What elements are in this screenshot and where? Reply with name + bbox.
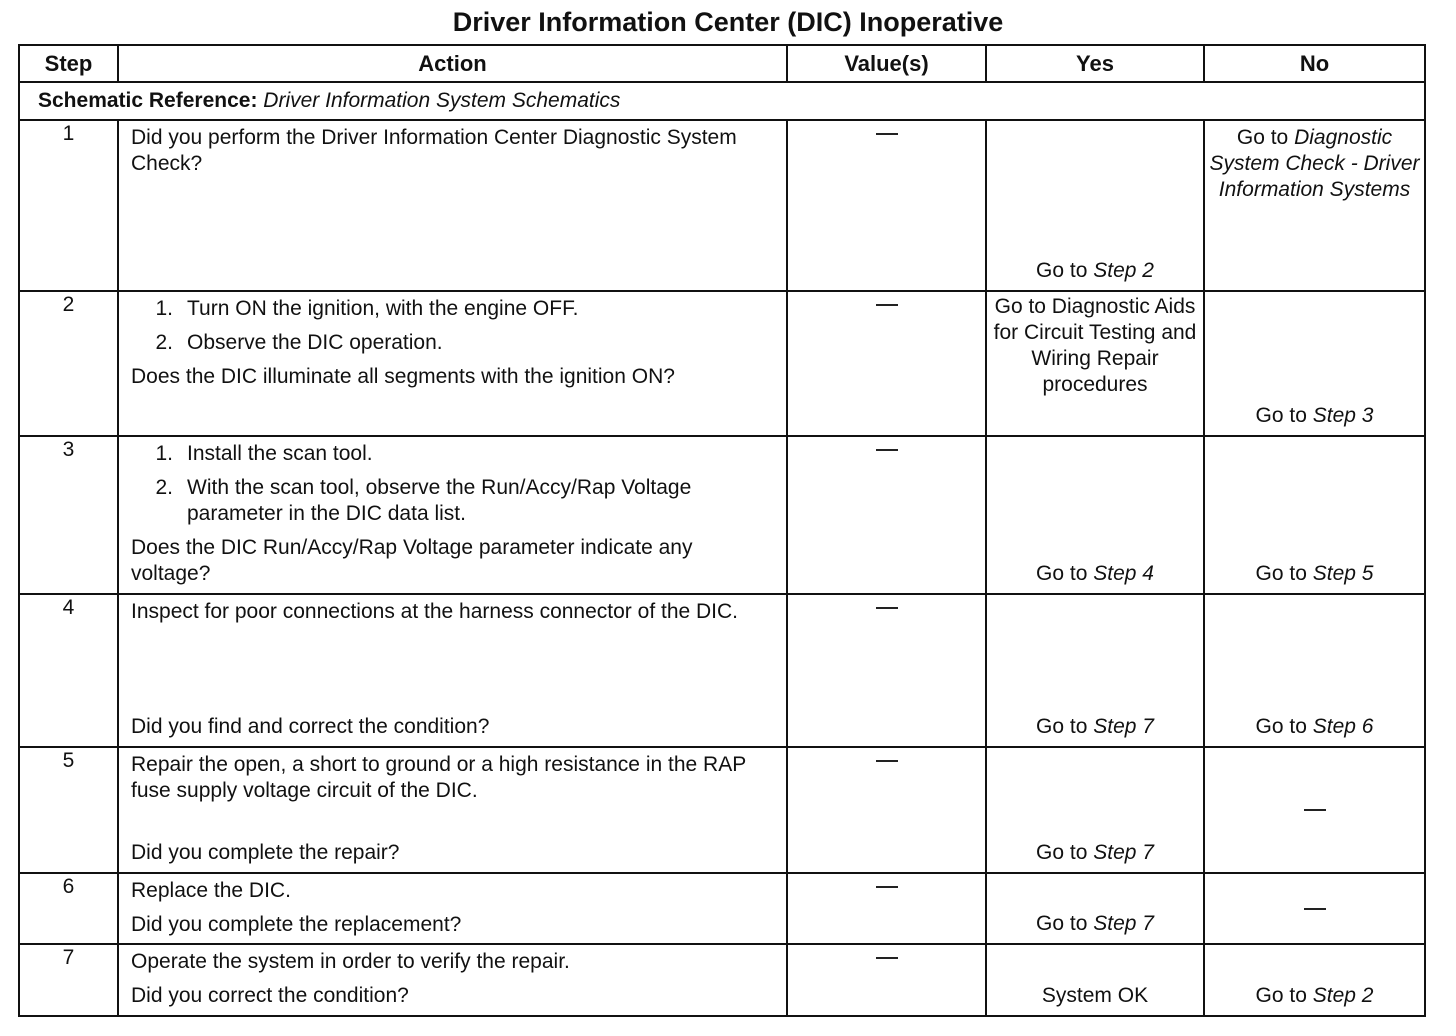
step-yes — [986, 436, 1204, 594]
step-number: 7 — [19, 944, 118, 1016]
step-no — [1204, 291, 1425, 436]
schematic-reference-link[interactable]: Driver Information System Schematics — [263, 89, 621, 112]
action-text: Inspect for poor connections at the harness connector of the DIC. — [131, 600, 739, 623]
page-title: Driver Information Center (DIC) Inoperative — [452, 7, 1004, 37]
no-link[interactable]: Diagnostic System Check - Driver Information Systems — [1209, 126, 1420, 201]
no-prefix: Go to — [1255, 404, 1307, 427]
step-no — [1204, 747, 1425, 873]
action-list-item: 2. With the scan tool, observe the Run/Accy/Rap Voltage parameter in the DIC data list. — [155, 476, 692, 525]
yes-prefix: Go to — [1036, 259, 1088, 282]
step-row-7 — [19, 944, 1425, 1016]
no-prefix: Go to — [1255, 715, 1307, 738]
step-action — [118, 120, 787, 291]
column-header-action: Action — [118, 45, 787, 82]
action-list-item: 1. Turn ON the ignition, with the engine OFF. — [155, 297, 579, 320]
schematic-reference-label: Schematic Reference: — [38, 89, 258, 112]
step-row-4 — [19, 594, 1425, 747]
action-question: Did you find and correct the condition? — [131, 715, 490, 738]
no-link[interactable]: Step 2 — [1312, 984, 1374, 1007]
step-number: 4 — [19, 594, 118, 747]
yes-link[interactable]: Step 7 — [1093, 841, 1154, 864]
action-question: Did you complete the repair? — [131, 841, 400, 864]
action-text: Operate the system in order to verify the repair. — [131, 950, 570, 973]
no-link[interactable]: Step 6 — [1312, 715, 1374, 738]
step-action — [118, 747, 787, 873]
schematic-reference-row — [19, 82, 1425, 120]
value-dash — [876, 133, 898, 135]
yes-prefix: Go to — [1036, 562, 1088, 585]
step-no — [1204, 944, 1425, 1016]
yes-link[interactable]: Step 7 — [1093, 715, 1154, 738]
schematic-reference — [19, 82, 1425, 120]
step-no — [1204, 594, 1425, 747]
step-row-3 — [19, 436, 1425, 594]
no-dash — [1304, 908, 1326, 910]
yes-link[interactable]: Step 7 — [1093, 912, 1154, 935]
yes-prefix: Go to — [1036, 912, 1088, 935]
step-row-1 — [19, 120, 1425, 291]
action-question: Does the DIC Run/Accy/Rap Voltage parameter indicate any voltage? — [131, 536, 693, 585]
step-action — [118, 873, 787, 944]
step-row-2 — [19, 291, 1425, 436]
action-question: Did you complete the replacement? — [131, 913, 462, 936]
step-value — [787, 944, 986, 1016]
action-text: Did you perform the Driver Information Center Diagnostic System Check? — [131, 126, 737, 175]
step-value — [787, 594, 986, 747]
step-number: 5 — [19, 747, 118, 873]
column-header-yes: Yes — [986, 45, 1204, 82]
yes-prefix: Go to — [1036, 715, 1088, 738]
action-question: Did you correct the condition? — [131, 984, 409, 1007]
step-value — [787, 873, 986, 944]
action-text: Repair the open, a short to ground or a high resistance in the RAP fuse supply voltage circuit of the DIC. — [131, 753, 746, 802]
step-yes — [986, 944, 1204, 1016]
step-action — [118, 436, 787, 594]
step-number: 6 — [19, 873, 118, 944]
step-action — [118, 594, 787, 747]
step-number: 1 — [19, 120, 118, 291]
action-question: Does the DIC illuminate all segments with the ignition ON? — [131, 365, 675, 388]
step-row-5 — [19, 747, 1425, 873]
yes-link[interactable]: Step 2 — [1093, 259, 1154, 282]
step-yes — [986, 291, 1204, 436]
value-dash — [876, 304, 898, 306]
step-action — [118, 944, 787, 1016]
column-header-no: No — [1204, 45, 1425, 82]
no-dash — [1304, 809, 1326, 811]
step-value — [787, 436, 986, 594]
step-yes — [986, 594, 1204, 747]
step-no — [1204, 873, 1425, 944]
value-dash — [876, 449, 898, 451]
action-text: Replace the DIC. — [131, 879, 291, 902]
column-header-values: Value(s) — [787, 45, 986, 82]
step-action — [118, 291, 787, 436]
step-value — [787, 291, 986, 436]
yes-prefix: Go to — [1036, 841, 1088, 864]
yes-text: System OK — [1041, 984, 1149, 1007]
no-prefix: Go to — [1255, 562, 1307, 585]
no-prefix: Go to — [1255, 984, 1307, 1007]
action-list-item: 1. Install the scan tool. — [155, 442, 373, 465]
value-dash — [876, 957, 898, 959]
step-yes — [986, 120, 1204, 291]
step-no — [1204, 436, 1425, 594]
yes-link[interactable]: Step 4 — [1093, 562, 1154, 585]
value-dash — [876, 607, 898, 609]
step-number: 3 — [19, 436, 118, 594]
action-list-item: 2. Observe the DIC operation. — [155, 331, 443, 354]
header-row — [19, 45, 1425, 82]
value-dash — [876, 886, 898, 888]
step-yes — [986, 747, 1204, 873]
no-link[interactable]: Step 3 — [1312, 404, 1374, 427]
step-value — [787, 120, 986, 291]
step-row-6 — [19, 873, 1425, 944]
column-header-step: Step — [19, 45, 118, 82]
no-prefix: Go to — [1236, 126, 1289, 149]
yes-text: Go to Diagnostic Aids for Circuit Testing and Wiring Repair procedures — [993, 295, 1197, 396]
step-no — [1204, 120, 1425, 291]
no-link[interactable]: Step 5 — [1312, 562, 1374, 585]
step-yes — [986, 873, 1204, 944]
step-value — [787, 747, 986, 873]
diagnostic-table — [18, 44, 1426, 1017]
value-dash — [876, 760, 898, 762]
step-number: 2 — [19, 291, 118, 436]
